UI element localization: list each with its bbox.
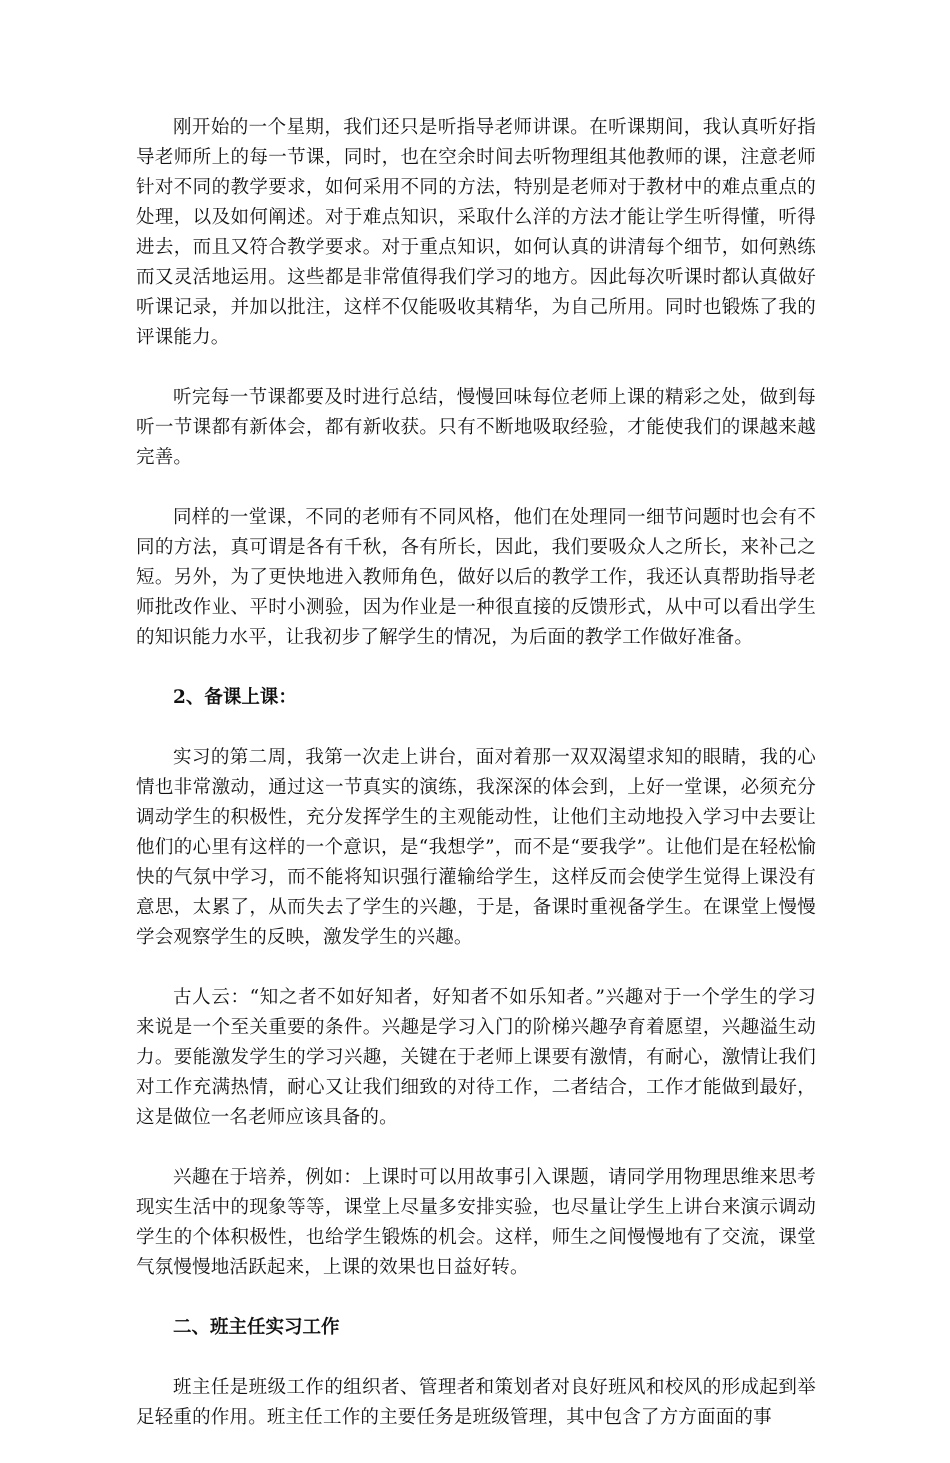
paragraph-3: 同样的一堂课，不同的老师有不同风格，他们在处理同一细节问题时也会有不同的方法，真可谓是各有千秋，各有所长，因此，我们要吸众人之所长，来补己之短。另外，为了更快地进入教师角色，做好以后的教学工作，我还认真帮助指导老师批改作业、平时小测验，因为作业是一种很直接的反馈形式，从中可以看出学生的知识能力水平，让我初步了解学生的情况，为后面的教学工作做好准备。 xyxy=(136,507,816,648)
paragraph-7: 班主任是班级工作的组织者、管理者和策划者对良好班风和校风的形成起到举足轻重的作用。班主任工作的主要任务是班级管理，其中包含了方方面面的事 xyxy=(136,1377,816,1428)
section-heading-class-teacher: 二、班主任实习工作 xyxy=(173,1317,340,1338)
section-heading-lesson-prep: 2、备课上课： xyxy=(173,687,297,708)
paragraph-1: 刚开始的一个星期，我们还只是听指导老师讲课。在听课期间，我认真听好指导老师所上的每一节课，同时，也在空余时间去听物理组其他教师的课，注意老师针对不同的教学要求，如何采用不同的方法，特别是老师对于教材中的难点重点的处理，以及如何阐述。对于难点知识，采取什么洋的方法才能让学生听得懂，听得进去，而且又符合教学要求。对于重点知识，如何认真的讲清每个细节，如何熟练而又灵活地运用。这些都是非常值得我们学习的地方。因此每次听课时都认真做好听课记录，并加以批注，这样不仅能吸收其精华，为自己所用。同时也锻炼了我的评课能力。 xyxy=(136,117,816,348)
paragraph-2: 听完每一节课都要及时进行总结，慢慢回味每位老师上课的精彩之处，做到每听一节课都有新体会，都有新收获。只有不断地吸取经验，才能使我们的课越来越完善。 xyxy=(136,387,816,468)
paragraph-5: 古人云：“知之者不如好知者，好知者不如乐知者。”兴趣对于一个学生的学习来说是一个至关重要的条件。兴趣是学习入门的阶梯兴趣孕育着愿望，兴趣溢生动力。要能激发学生的学习兴趣，关键在于老师上课要有激情，有耐心，激情让我们对工作充满热情，耐心又让我们细致的对待工作，二者结合，工作才能做到最好，这是做位一名老师应该具备的。 xyxy=(136,987,816,1128)
document-page xyxy=(136,113,816,1463)
paragraph-4: 实习的第二周，我第一次走上讲台，面对着那一双双渴望求知的眼睛，我的心情也非常激动，通过这一节真实的演练，我深深的体会到，上好一堂课，必须充分调动学生的积极性，充分发挥学生的主观能动性，让他们主动地投入学习中去要让他们的心里有这样的一个意识，是“我想学”，而不是“要我学”。让他们是在轻松愉快的气氛中学习，而不能将知识强行灌输给学生，这样反而会使学生觉得上课没有意思，太累了，从而失去了学生的兴趣，于是，备课时重视备学生。在课堂上慢慢学会观察学生的反映，激发学生的兴趣。 xyxy=(136,747,816,948)
paragraph-6: 兴趣在于培养，例如：上课时可以用故事引入课题，请同学用物理思维来思考现实生活中的现象等等，课堂上尽量多安排实验，也尽量让学生上讲台来演示调动学生的个体积极性，也给学生锻炼的机会。这样，师生之间慢慢地有了交流，课堂气氛慢慢地活跃起来，上课的效果也日益好转。 xyxy=(136,1167,816,1278)
